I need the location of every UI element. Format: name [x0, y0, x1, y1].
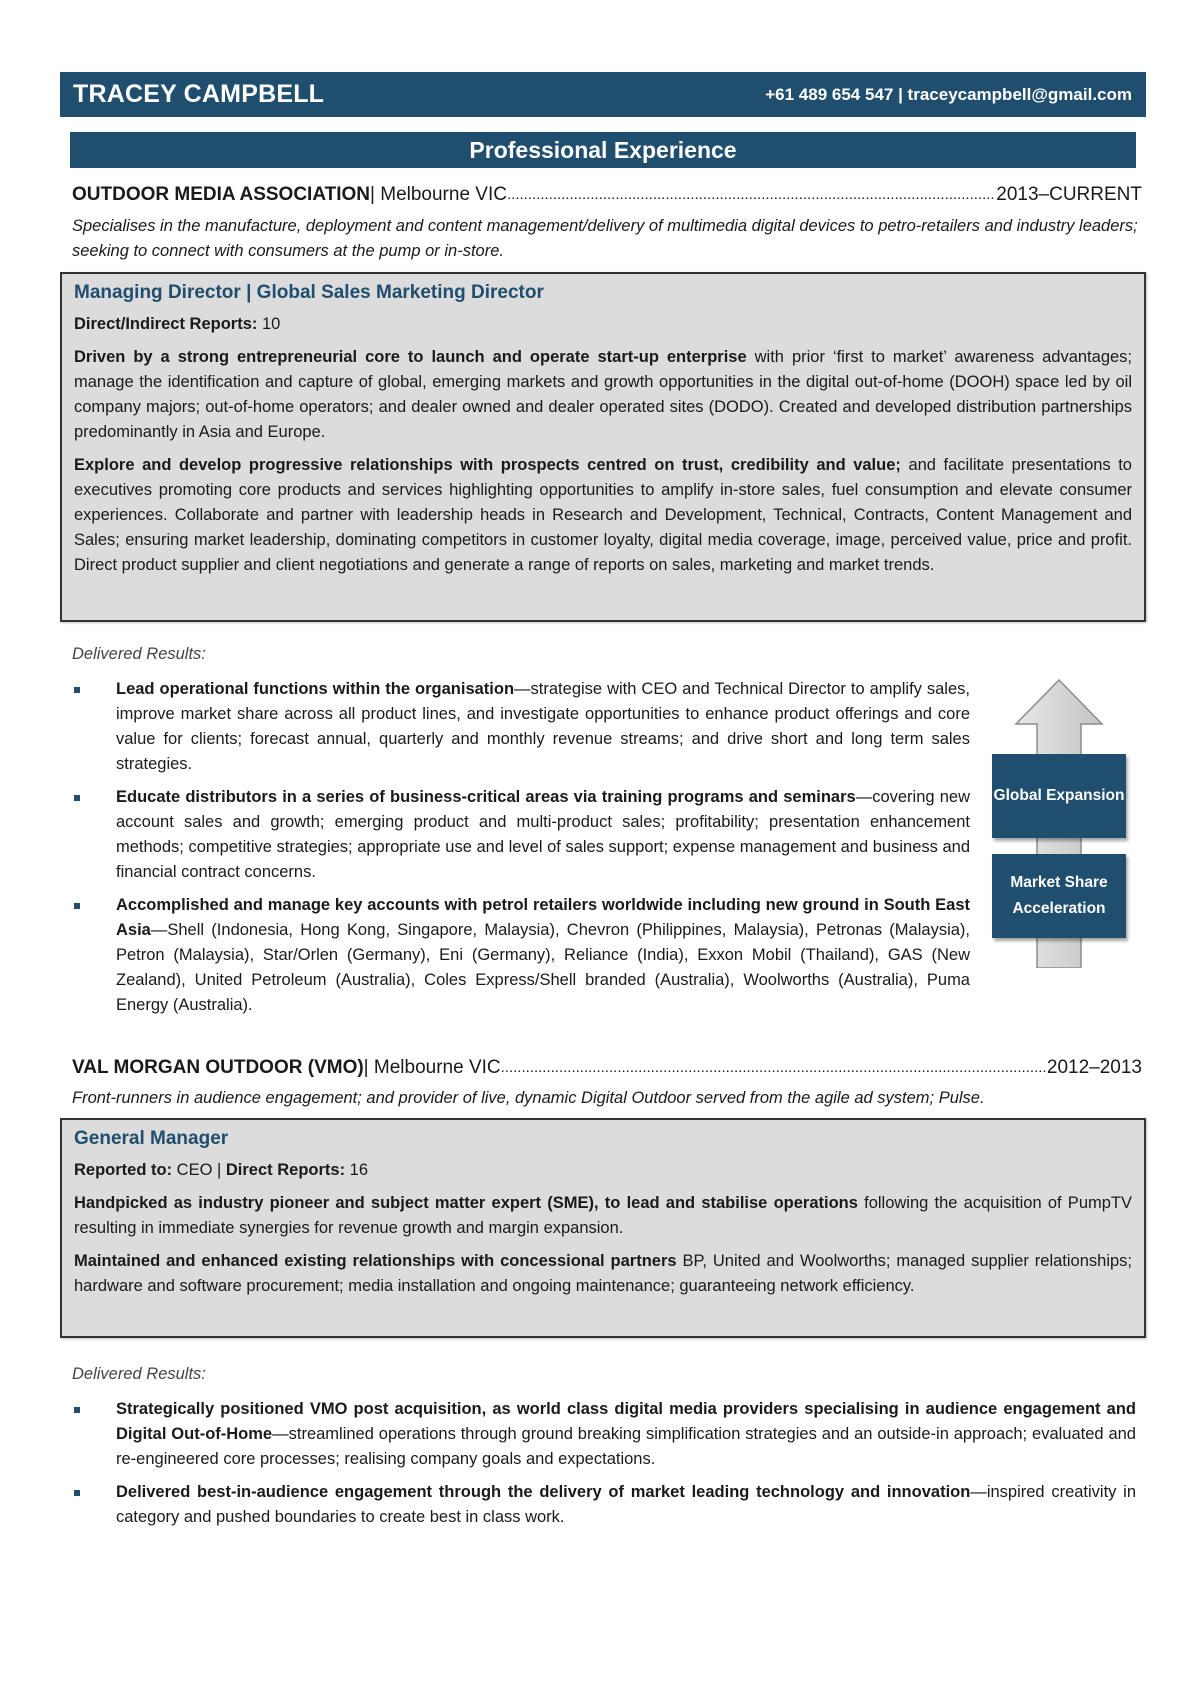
role-paragraph: Handpicked as industry pioneer and subject matter expert (SME), to lead and stabilise operations following the acquisition of PumpTV resulting in immediate synergies for revenue growth and margin expansion. [74, 1194, 1132, 1237]
graphic-box-market-share: Market Share Acceleration [992, 854, 1126, 938]
list-item: Strategically positioned VMO post acquisition, as world class digital media providers specialising in audience engagement and Digital Out-of-Home—streamlined operations through ground breaking simplification strategies and an outside-in approach; evaluated and re-engineered core processes; realising company goals and expectations. [72, 1397, 1136, 1472]
role-box [60, 272, 1146, 622]
role-paragraph: Explore and develop progressive relationships with prospects centred on trust, credibility and value; and facilitate presentations to executives promoting core products and services highlighting opportunities to amplify in-store sales, fuel consumption and elevate consumer experiences. Collaborate and partner with leadership heads in Research and Development, Technical, Contracts, Content Management and Sales; ensuring market leadership, dominating competitors in customer loyalty, digital media coverage, image, perceived value, price and profit. Direct product supplier and client negotiations and generate a range of reports on sales, marketing and market trends. [74, 456, 1132, 574]
growth-graphic [992, 678, 1132, 968]
job-org: VAL MORGAN OUTDOOR (VMO) [72, 1057, 364, 1078]
job-location: | Melbourne VIC [363, 1057, 501, 1078]
candidate-name: TRACEY CAMPBELL [73, 80, 325, 108]
reports-line: Reported to: CEO | Direct Reports: 16 [74, 1161, 369, 1179]
role-title: Managing Director | Global Sales Marketing Director [74, 282, 544, 303]
role-paragraph: Driven by a strong entrepreneurial core to launch and operate start-up enterprise with prior ‘first to market’ awareness advantages; manage the identification and capture of global, emerging markets and growth opportunities in the digital out-of-home (DOOH) space led by oil company majors; out-of-home operators; and dealer owned and dealer operated sites (DODO). Created and developed distribution partnerships predominantly in Asia and Europe. [74, 348, 1133, 441]
bullet-square-icon [74, 1407, 80, 1413]
job-dates: 2012–2013 [1046, 1057, 1142, 1078]
delivered-results-label: Delivered Results: [72, 645, 206, 663]
delivered-results-label: Delivered Results: [72, 1365, 206, 1383]
results-list [72, 677, 970, 1026]
job-dates: 2013–CURRENT [996, 184, 1142, 205]
bullet-square-icon [74, 903, 80, 909]
job-description: Front-runners in audience engagement; and provider of live, dynamic Digital Outdoor served from the agile ad system; Pulse. [72, 1089, 985, 1107]
list-item: Lead operational functions within the organisation—strategise with CEO and Technical Director to amplify sales, improve market share across all product lines, and investigate opportunities to enhance product offerings and core value for clients; forecast annual, quarterly and monthly revenue streams; and drive short and long term sales strategies. [72, 677, 970, 777]
role-box [60, 1118, 1146, 1338]
job-heading [72, 1057, 1142, 1079]
role-paragraph: Maintained and enhanced existing relationships with concessional partners BP, United and Woolworths; managed supplier relationships; hardware and software procurement; media installation and ongoing maintenance; guaranteeing network efficiency. [74, 1252, 1132, 1295]
role-title: General Manager [74, 1128, 229, 1149]
job-description: Specialises in the manufacture, deployment and content management/delivery of multimedia digital devices to petro-retailers and industry leaders; seeking to connect with consumers at the pump or in-store. [72, 217, 1138, 260]
job-location: | Melbourne VIC [370, 184, 507, 205]
list-item: Educate distributors in a series of business-critical areas via training programs and seminars—covering new account sales and growth; emerging product and multi-product sales; profitability; presentation enhancement methods; competitive strategies; appropriate use and level of sales support; expense management and business and financial contract concerns. [72, 785, 970, 885]
header-bar [60, 72, 1146, 117]
list-item: Delivered best-in-audience engagement through the delivery of market leading technology and innovation—inspired creativity in category and pushed boundaries to create best in class work. [72, 1480, 1136, 1530]
bullet-square-icon [74, 795, 80, 801]
list-item: Accomplished and manage key accounts with petrol retailers worldwide including new ground in South East Asia—Shell (Indonesia, Hong Kong, Singapore, Malaysia), Chevron (Philippines, Malaysia), Petronas (Malaysia), Petron (Malaysia), Star/Orlen (Germany), Eni (Germany), Reliance (India), Exxon Mobil (Thailand), GAS (New Zealand), United Petroleum (Australia), Coles Express/Shell branded (Australia), Woolworths (Australia), Puma Energy (Australia). [72, 893, 970, 1018]
job-heading [72, 184, 1142, 206]
contact-info[interactable]: +61 489 654 547 | traceycampbell@gmail.com [765, 84, 1132, 104]
reports-line: Direct/Indirect Reports: 10 [74, 315, 281, 333]
bullet-square-icon [74, 1490, 80, 1496]
job-org: OUTDOOR MEDIA ASSOCIATION [72, 184, 371, 205]
section-title: Professional Experience [70, 132, 1136, 168]
dot-leader [507, 186, 996, 206]
dot-leader [501, 1059, 1047, 1079]
results-list [72, 1397, 1136, 1538]
bullet-square-icon [74, 687, 80, 693]
graphic-box-global-expansion: Global Expansion [992, 754, 1126, 838]
